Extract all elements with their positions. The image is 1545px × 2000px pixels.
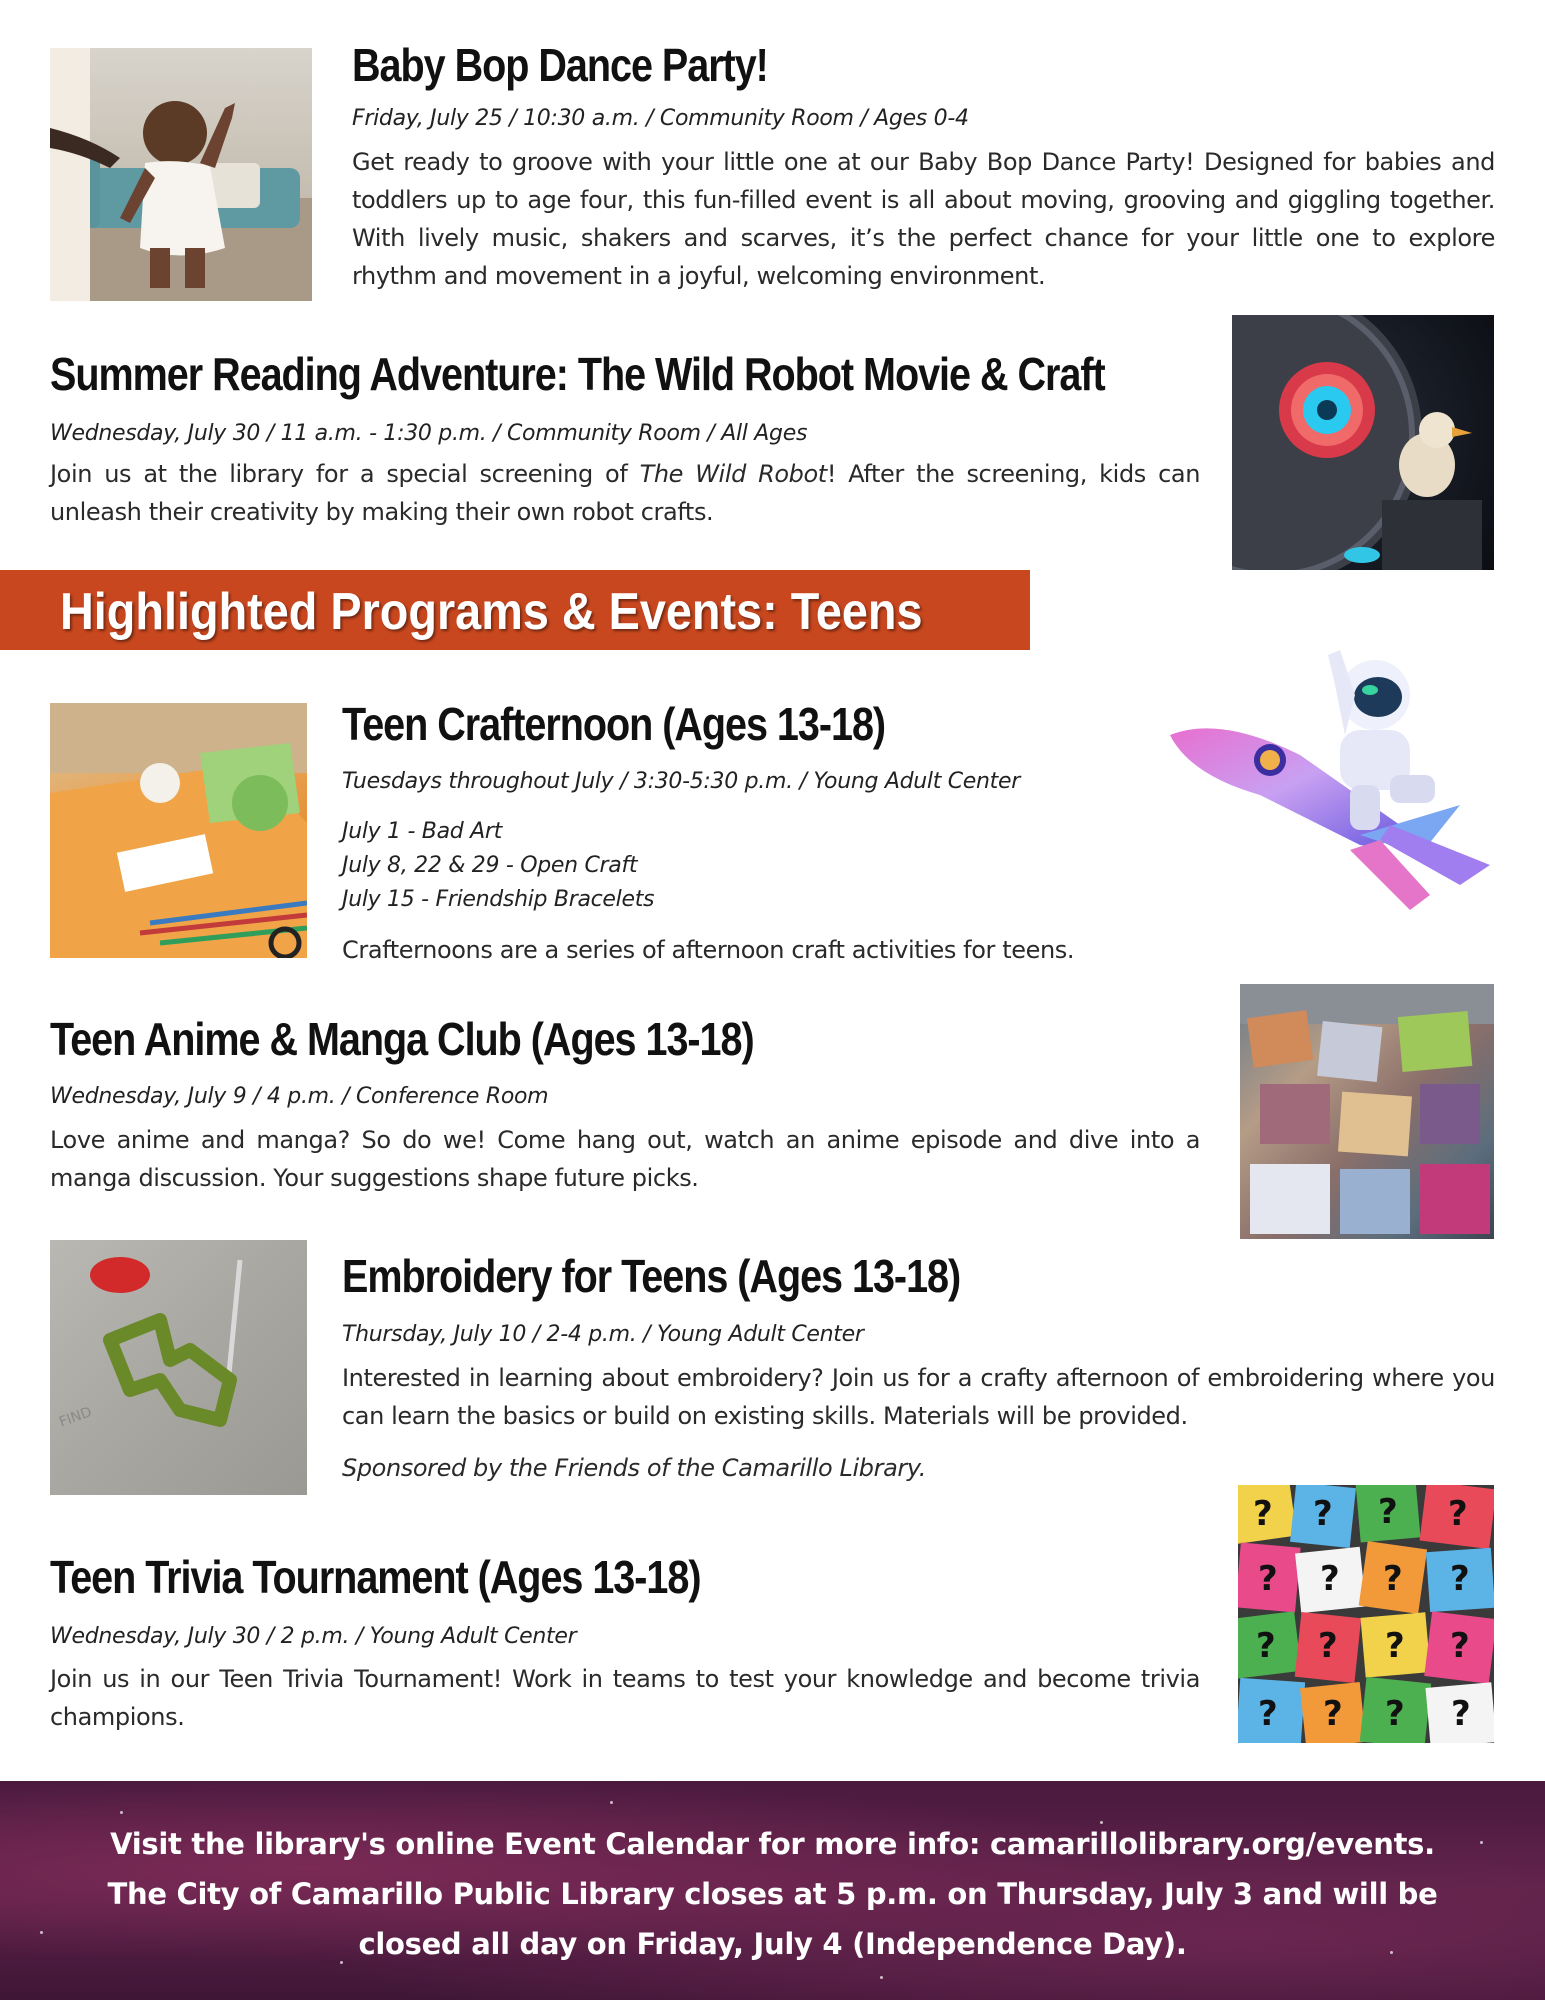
question-mark-notes-photo	[1238, 1485, 1494, 1743]
baby-bop-title: Baby Bop Dance Party!	[352, 39, 768, 91]
svg-text:?: ?	[1318, 1626, 1338, 1666]
wild-robot-photo	[1232, 315, 1494, 570]
crafternoon-meta: Tuesdays throughout July / 3:30-5:30 p.m. / Young Adult Center	[342, 769, 1020, 794]
footer-notice-band	[0, 1781, 1545, 2000]
svg-text:?: ?	[1383, 1559, 1403, 1599]
svg-text:?: ?	[1448, 1494, 1468, 1534]
banner-heading: Highlighted Programs & Events: Teens	[60, 583, 923, 641]
embroidery-sponsor-note: Sponsored by the Friends of the Camarillo Library.	[342, 1454, 927, 1482]
baby-dancing-photo	[50, 48, 312, 301]
svg-text:?: ?	[1450, 1559, 1470, 1599]
svg-text:?: ?	[1385, 1626, 1405, 1666]
wild-robot-meta: Wednesday, July 30 / 11 a.m. - 1:30 p.m. / Community Room / All Ages	[50, 421, 808, 446]
svg-text:?: ?	[1451, 1694, 1471, 1734]
teens-section-banner	[0, 570, 1030, 650]
manga-stacks-photo	[1240, 984, 1494, 1239]
wild-robot-description: Join us at the library for a special screening of The Wild Robot! After the screening, kids can unleash their creativity by making their own robot crafts.	[50, 460, 1201, 526]
svg-text:?: ?	[1323, 1694, 1343, 1734]
anime-club-title: Teen Anime & Manga Club (Ages 13-18)	[50, 1013, 754, 1065]
footer-closure-line-1: The City of Camarillo Public Library closes at 5 p.m. on Thursday, July 3 and will be	[107, 1877, 1438, 1911]
svg-text:?: ?	[1385, 1694, 1405, 1734]
svg-text:?: ?	[1313, 1494, 1333, 1534]
svg-text:?: ?	[1258, 1694, 1278, 1734]
trivia-title: Teen Trivia Tournament (Ages 13-18)	[50, 1551, 701, 1603]
anime-club-description: Love anime and manga? So do we! Come hang out, watch an anime episode and dive into a manga discussion. Your suggestions shape future picks.	[50, 1126, 1200, 1192]
craft-supplies-photo	[50, 703, 307, 958]
embroidery-photo	[50, 1240, 307, 1495]
baby-bop-meta: Friday, July 25 / 10:30 a.m. / Community Room / Ages 0-4	[352, 106, 969, 131]
trivia-description: Join us in our Teen Trivia Tournament! Work in teams to test your knowledge and become trivia champions.	[50, 1665, 1200, 1731]
embroidery-description: Interested in learning about embroidery? Join us for a crafty afternoon of embroidering where you can learn the basics or build on existing skills. Materials will be provided.	[342, 1364, 1495, 1430]
baby-bop-description: Get ready to groove with your little one at our Baby Bop Dance Party! Designed for babies and toddlers up to age four, this fun-filled event is all about moving, grooving and giggling together. With lively music, shakers and scarves, it’s the perfect chance for your little one to explore rhythm and movement in a joyful, welcoming environment.	[352, 148, 1495, 290]
trivia-meta: Wednesday, July 30 / 2 p.m. / Young Adult Center	[50, 1624, 577, 1649]
footer-calendar-line: Visit the library's online Event Calendar for more info: camarillolibrary.org/events.	[110, 1827, 1435, 1861]
astronaut-rocket-illustration	[1160, 635, 1500, 915]
schedule-item: July 15 - Friendship Bracelets	[342, 887, 655, 912]
svg-text:FIND: FIND	[57, 1404, 94, 1431]
crafternoon-schedule	[342, 815, 654, 917]
footer-closure-line-2: closed all day on Friday, July 4 (Independence Day).	[358, 1927, 1187, 1961]
svg-text:?: ?	[1450, 1626, 1470, 1666]
svg-text:?: ?	[1258, 1559, 1278, 1599]
svg-text:?: ?	[1253, 1494, 1273, 1534]
anime-club-meta: Wednesday, July 9 / 4 p.m. / Conference Room	[50, 1084, 549, 1109]
schedule-item: July 8, 22 & 29 - Open Craft	[342, 853, 638, 878]
svg-text:?: ?	[1256, 1626, 1276, 1666]
schedule-item: July 1 - Bad Art	[342, 819, 502, 844]
crafternoon-description: Crafternoons are a series of afternoon craft activities for teens.	[342, 936, 1075, 964]
embroidery-title: Embroidery for Teens (Ages 13-18)	[342, 1250, 961, 1302]
wild-robot-title: Summer Reading Adventure: The Wild Robot Movie & Craft	[50, 348, 1105, 400]
svg-text:?: ?	[1378, 1492, 1398, 1532]
crafternoon-title: Teen Crafternoon (Ages 13-18)	[342, 698, 886, 750]
svg-text:?: ?	[1320, 1559, 1340, 1599]
embroidery-meta: Thursday, July 10 / 2-4 p.m. / Young Adult Center	[342, 1322, 864, 1347]
